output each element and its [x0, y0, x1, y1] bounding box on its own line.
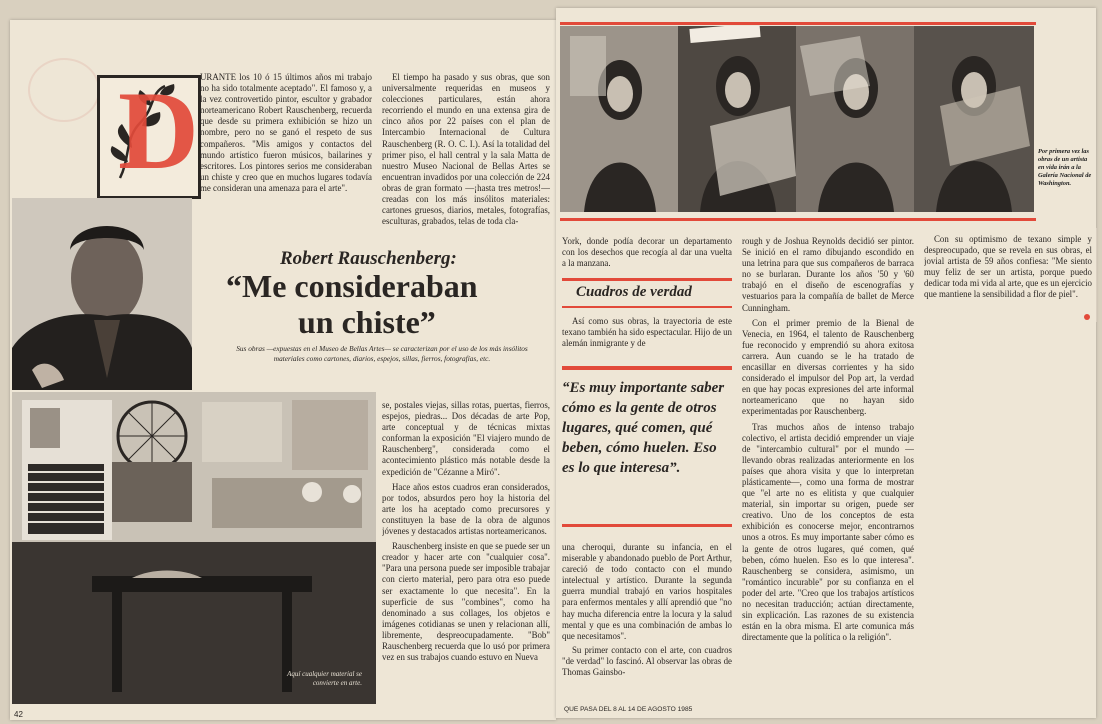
paragraph: una cheroqui, durante su infancia, en el miserable y abandonado pueblo de Port Arthur, careció de todo contacto con el mundo intelectual y artístico. Durante la segunda guerra mundial trabajó en varios hospitales para enfermos mentales y allí aprendió que "no hay mucha diferencia entre la locura y la salud mental y que es una combinación de ambas lo que necesitamos".: [562, 542, 732, 641]
article-column-3: [382, 400, 550, 696]
initial-letter: D: [118, 69, 199, 193]
paragraph: Hace años estos cuadros eran considerados, por todos, absurdos pero hoy la historia del arte los ha aceptado como precursores y constituyen la base de la obra de algunos jóvenes y destacados artistas norteamericanos.: [382, 481, 550, 537]
portrait-photo: [12, 198, 192, 390]
mona-lisa-artworks-photo: [560, 26, 1034, 212]
gallery-artwork-icon: [12, 392, 376, 704]
paragraph: York, donde podía decorar un departamento con los desechos que recogía al dar una vuelta a la manzana.: [562, 236, 732, 269]
article-column-1: [200, 72, 372, 236]
column-c-box: [920, 228, 1097, 322]
article-column-b: [742, 236, 914, 706]
page-number: 42: [14, 710, 23, 719]
deck: Sus obras —expuestas en el Museo de Bellas Artes— se caracterizan por el uso de los más insólitos materiales como cartones, diarios, espejos, sillas, fierros, fotografías, etc.: [236, 344, 528, 363]
paragraph: Rauschenberg insiste en que se puede ser un creador y hacer arte con "cualquier cosa". "Para una persona puede ser imposible trabajar con cierto material, pero para otra eso puede ser exactamente lo que necesita". En la superficie de sus "combines", como ha denominado a sus collages, los objetos e imágenes cotidianas se unen y relacionan allí, libremente, despreocupadamente. "Bob" Rauschenberg recuerda que lo usó por primera vez en sus trabajos cuando estuvo en Nueva: [382, 541, 550, 663]
paragraph: Con el primer premio de la Bienal de Venecia, en 1964, el talento de Rauschenberg fue reconocido y emprendió su ahora exitosa carrera. Aun cuando se le ha tratado de encasillar en diversas corrientes y ha sido considerado el impulsor del Pop art, la verdad en que hay pocas expresiones del arte informal norteamericano que no hayan sido experimentadas por Rauschenberg.: [742, 317, 914, 417]
mona-lisa-icon: [560, 26, 1034, 212]
red-rule-quote-top: [562, 366, 732, 370]
pull-quote: “Es muy importante saber cómo es la gente de otros lugares, qué comen, qué beben, cómo huelen. Eso es lo que interesa”.: [562, 380, 725, 476]
article-column-a-top: [562, 236, 732, 272]
photo-caption: Aquí cualquier material se convierte en arte.: [287, 670, 362, 687]
kicker: Robert Rauschenberg:: [280, 248, 457, 269]
right-page: [556, 8, 1096, 718]
paragraph: Con su optimismo de texano simple y despreocupado, que se revela en sus obras, el jovial artista de 59 años confiesa: "Me siento muy feliz de ser un artista, porque puedo dedicar toda mi vida al arte, que es un ejercicio que mantiene la sensibilidad a flor de piel".: [924, 234, 1092, 300]
paragraph: se, postales viejas, sillas rotas, puertas, fierros, espejos, piedras... Dos décadas de arte Pop, arte conceptual y de técnicas mixtas conforman la exposición "El viajero mundo de Rauschenberg", considerada como el acontecimiento plástico más notable desde la expedición de "Cézanne a Miró".: [382, 400, 550, 477]
exhibition-photo: [12, 392, 376, 704]
end-mark: [1084, 314, 1090, 320]
intro-paragraph: URANTE los 10 ó 15 últimos años mi trabajo no ha sido totalmente aceptado". El famoso y, a la vez controvertido pintor, escultor y grabador norteamericano Robert Rauschenberg, recuerda que desde su primera exhibición se hizo un nombre, pero no se ganó el respeto de sus compañeros. "Mis amigos y contactos del mundo artístico fueron músicos, bailarines y escritores. Los pintores serios me consideraban un chiste y creo que en muchos lugares todavía me consideran una amenaza para el arte".: [200, 72, 372, 193]
subhead: Cuadros de verdad: [576, 284, 692, 300]
red-rule-under-photo: [560, 218, 1036, 221]
top-photo-caption: Por primera vez las obras de un artista en vida irán a la Galería Nacional de Washington.: [1038, 148, 1092, 187]
red-rule-subhead-bottom: [562, 306, 732, 308]
man-portrait-icon: [12, 198, 192, 390]
paragraph: Tras muchos años de intenso trabajo colectivo, el artista decidió emprender un viaje de "intercambio cultural" por el mundo —llevando obras realizadas anteriormente en los países que ahora visita y que lo interpretan plásticamente—, como una forma de mostrar que "el arte no es elitista y que cualquier material, sin importar su origen, puede ser creativo. Uno de los conceptos de esta exhibición es conocerse mejor, encontrarnos unos a otros. Es muy importante saber cómo es la gente de otros lugares, qué comen, qué beben, cómo huelen. Eso es lo que interesa". Rauschenberg se considera, asimismo, un "romántico incurable" por su confianza en el poder del arte. "Creo que los trabajos artísticos no necesitan traducción; actúan directamente, sin explicación. Las razones de su existencia están en la obra misma. El arte comunica más directamente que la política o la religión".: [742, 421, 914, 643]
footer: QUE PASA DEL 8 AL 14 DE AGOSTO 1985: [564, 706, 693, 713]
paragraph: rough y de Joshua Reynolds decidió ser pintor. Se inició en el ramo dibujando escondido en una letrina para que sus compañeros de barraca no se burlaran. Durante los años '50 y '60 trabajó en el diseño de escenografías y vestuarios para la compañía de ballet de Merce Cunningham.: [742, 236, 914, 313]
paragraph: El tiempo ha pasado y sus obras, que son universalmente requeridas en museos y colecciones particulares, están ahora recorriendo el mundo en una extensa gira de cinco años por 22 países con el plan de Intercambio Internacional de Cultura Rauschenberg (R. O. C. I.). Así la totalidad del primer piso, el hall central y la sala Matta de nuestro Museo Nacional de Bellas Artes se encuentran invadidos por una colección de 224 obras de gran formato —¡hasta tres metros!— creadas con los más insólitos materiales: cartones gruesos, diarios, metales, fotografías, esculturas, grabados, telas de toda cla-: [382, 72, 550, 227]
paragraph: Su primer contacto con el arte, con cuadros "de verdad" lo fascinó. Al observar las obras de Thomas Gainsbo-: [562, 644, 732, 678]
paragraph: Así como sus obras, la trayectoria de este texano también ha sido espectacular. Hijo de un alemán inmigrante y de: [562, 316, 732, 349]
article-column-a-intro: [562, 316, 732, 356]
article-column-2: [382, 72, 550, 236]
article-column-c: [924, 234, 1092, 320]
headline-line-2: un chiste”: [298, 304, 436, 340]
red-rule-subhead-top: [562, 278, 732, 281]
left-page: [10, 20, 556, 720]
red-rule-top: [560, 22, 1036, 25]
red-rule-quote-bottom: [562, 524, 732, 527]
headline-line-1: “Me consideraban: [226, 268, 478, 304]
article-column-a-bottom: [562, 542, 732, 706]
decorative-initial: [97, 69, 201, 199]
show-through-ghost: [28, 58, 100, 122]
